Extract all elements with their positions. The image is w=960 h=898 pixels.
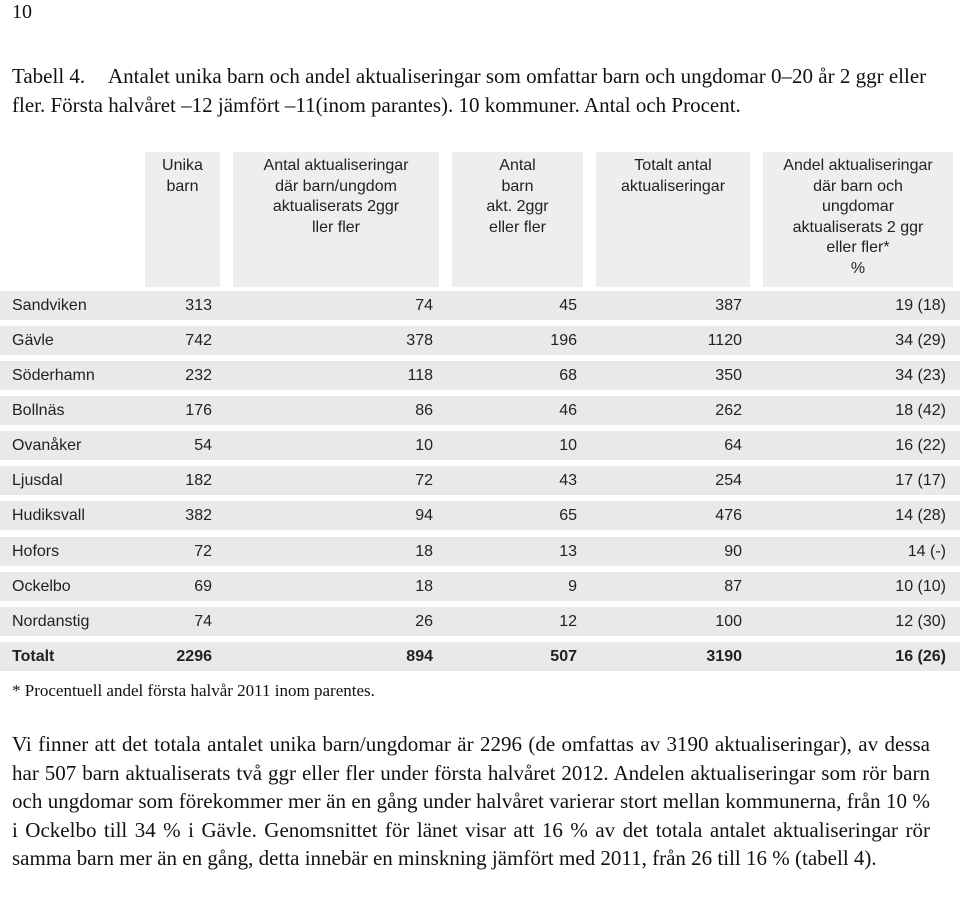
table-row: [0, 501, 960, 530]
cell-andel: 16 (26): [895, 648, 946, 665]
table-row: [0, 361, 960, 390]
municipality-name: Hudiksvall: [12, 507, 85, 524]
cell-antal-akt: 894: [406, 648, 433, 665]
cell-antal-akt: 94: [415, 507, 433, 524]
cell-antal-akt: 118: [407, 367, 433, 384]
cell-antal-barn: 12: [559, 613, 577, 630]
municipality-name: Sandviken: [12, 297, 87, 314]
cell-totalt: 64: [724, 437, 742, 454]
cell-antal-akt: 74: [415, 297, 433, 314]
table-row: [0, 326, 960, 355]
cell-unika: 382: [185, 507, 212, 524]
table-caption: [12, 62, 942, 120]
table-row: [0, 291, 960, 320]
cell-unika: 182: [185, 472, 212, 489]
municipality-name: Ockelbo: [12, 578, 71, 595]
table-row: [0, 396, 960, 425]
header-totalt-antal: Totalt antal aktualiseringar: [596, 152, 750, 287]
cell-totalt: 90: [724, 543, 742, 560]
cell-antal-barn: 13: [559, 543, 577, 560]
cell-antal-barn: 9: [568, 578, 577, 595]
cell-andel: 14 (-): [907, 543, 946, 560]
municipality-name: Totalt: [12, 648, 55, 665]
cell-unika: 176: [185, 402, 212, 419]
cell-antal-barn: 46: [559, 402, 577, 419]
municipality-name: Nordanstig: [12, 613, 90, 630]
cell-unika: 69: [194, 578, 212, 595]
cell-antal-barn: 43: [559, 472, 577, 489]
cell-antal-barn: 10: [559, 437, 577, 454]
body-paragraph: Vi finner att det totala antalet unika barn/ungdomar är 2296 (de omfattas av 3190 aktualiseringar), av dessa har 507 barn aktualiserats två ggr eller fler under första halvåret 2012. Andelen aktualiseringar som rör barn och ungdomar som förekommer mer än en gång under halvåret varierar stort mellan kommunerna, från 10 % i Ockelbo till 34 % i Gävle. Genomsnittet för länet visar att 16 % av det totala antalet aktualiseringar rör samma barn mer än en gång, detta innebär en minskning jämfört med 2011, från 26 till 16 % (tabell 4).: [12, 732, 930, 871]
municipality-name: Hofors: [12, 543, 60, 560]
table-footnote: * Procentuell andel första halvår 2011 inom parentes.: [12, 681, 375, 700]
municipality-name: Gävle: [12, 332, 54, 349]
cell-andel: 19 (18): [895, 297, 946, 314]
municipality-name: Ovanåker: [12, 437, 82, 454]
cell-totalt: 1120: [707, 332, 742, 349]
caption-text: Antalet unika barn och andel aktualiseringar som omfattar barn och ungdomar 0–20 år 2 ggr eller fler. Första halvåret –12 jämfört –11(inom parantes). 10 kommuner. Antal och Procent.: [12, 64, 927, 117]
cell-totalt: 387: [715, 297, 742, 314]
cell-andel: 34 (29): [895, 332, 946, 349]
cell-totalt: 262: [715, 402, 742, 419]
cell-andel: 10 (10): [895, 578, 946, 595]
cell-andel: 16 (22): [895, 437, 946, 454]
header-andel-aktualiseringar: Andel aktualiseringar där barn och ungdomar aktualiserats 2 ggr eller fler* %: [763, 152, 953, 287]
cell-unika: 742: [185, 332, 212, 349]
table-row: [0, 431, 960, 460]
cell-antal-barn: 65: [559, 507, 577, 524]
table-total-row: [0, 642, 960, 671]
cell-antal-akt: 18: [415, 578, 433, 595]
cell-antal-barn: 507: [550, 648, 577, 665]
cell-unika: 2296: [176, 648, 212, 665]
cell-unika: 54: [194, 437, 212, 454]
table-row: [0, 466, 960, 495]
municipality-name: Söderhamn: [12, 367, 95, 384]
municipality-name: Ljusdal: [12, 472, 63, 489]
cell-antal-barn: 45: [559, 297, 577, 314]
table-row: [0, 607, 960, 636]
cell-antal-akt: 72: [415, 472, 433, 489]
cell-antal-akt: 86: [415, 402, 433, 419]
cell-totalt: 350: [715, 367, 742, 384]
cell-totalt: 87: [724, 578, 742, 595]
header-unika-barn: Unika barn: [145, 152, 220, 287]
cell-antal-barn: 196: [550, 332, 577, 349]
cell-antal-akt: 18: [415, 543, 433, 560]
page-number: 10: [12, 1, 32, 23]
cell-antal-barn: 68: [559, 367, 577, 384]
cell-totalt: 254: [715, 472, 742, 489]
cell-antal-akt: 378: [406, 332, 433, 349]
cell-unika: 313: [185, 297, 212, 314]
cell-andel: 17 (17): [895, 472, 946, 489]
table-row: [0, 537, 960, 566]
cell-totalt: 3190: [706, 648, 742, 665]
cell-andel: 34 (23): [895, 367, 946, 384]
municipality-name: Bollnäs: [12, 402, 65, 419]
cell-totalt: 476: [715, 507, 742, 524]
cell-antal-akt: 10: [415, 437, 433, 454]
cell-andel: 14 (28): [895, 507, 946, 524]
header-antal-aktualiseringar: Antal aktualiseringar där barn/ungdom aktualiserats 2ggr ller fler: [233, 152, 439, 287]
cell-andel: 18 (42): [895, 402, 946, 419]
table-row: [0, 572, 960, 601]
cell-andel: 12 (30): [895, 613, 946, 630]
cell-totalt: 100: [715, 613, 742, 630]
cell-unika: 74: [194, 613, 212, 630]
cell-unika: 72: [194, 543, 212, 560]
caption-label: Tabell 4.: [12, 64, 86, 88]
cell-antal-akt: 26: [415, 613, 433, 630]
cell-unika: 232: [185, 367, 212, 384]
header-antal-barn: Antal barn akt. 2ggr eller fler: [452, 152, 583, 287]
